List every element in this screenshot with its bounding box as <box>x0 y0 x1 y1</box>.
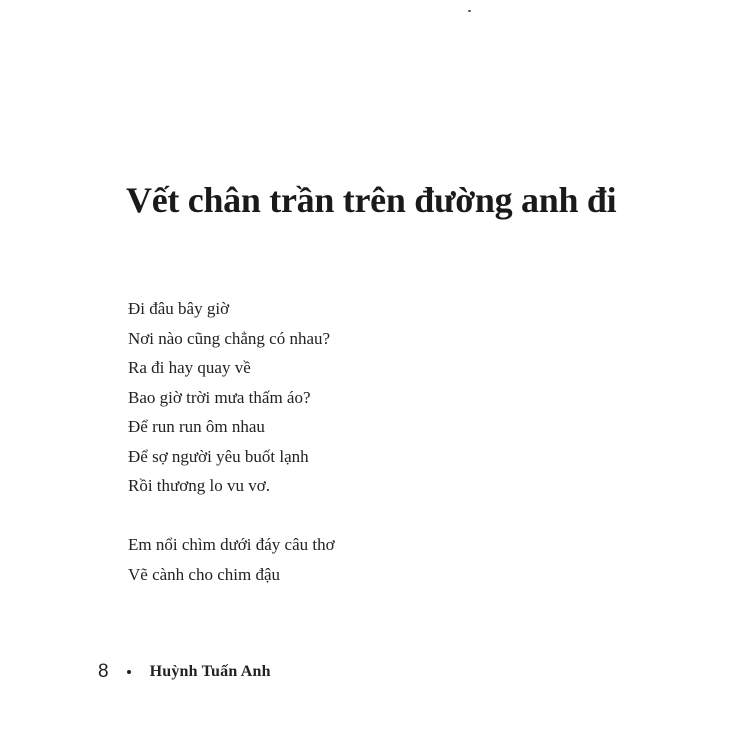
author-name: Huỳnh Tuấn Anh <box>149 663 271 680</box>
page-footer <box>98 661 271 683</box>
poem-line: Em nổi chìm dưới đáy câu thơ <box>128 535 335 554</box>
poem-line: Để run run ôm nhau <box>128 417 265 436</box>
poem-line: Nơi nào cũng chẳng có nhau? <box>128 328 331 348</box>
print-speck <box>468 10 471 12</box>
bullet-separator-icon <box>127 670 131 674</box>
stanza-2 <box>128 530 335 589</box>
page-number: 8 <box>98 661 109 682</box>
stanza-1 <box>128 294 330 501</box>
poem-line: Để sợ người yêu buốt lạnh <box>128 446 309 466</box>
poem-line: Đi đâu bây giờ <box>128 299 230 318</box>
poem-line: Vẽ cành cho chim đậu <box>128 564 280 584</box>
poem-title: Vết chân trần trên đường anh đi <box>126 180 617 220</box>
poem-line: Bao giờ trời mưa thấm áo? <box>128 387 311 407</box>
poem-line: Ra đi hay quay về <box>128 358 251 377</box>
poem-line: Rồi thương lo vu vơ. <box>128 476 270 495</box>
